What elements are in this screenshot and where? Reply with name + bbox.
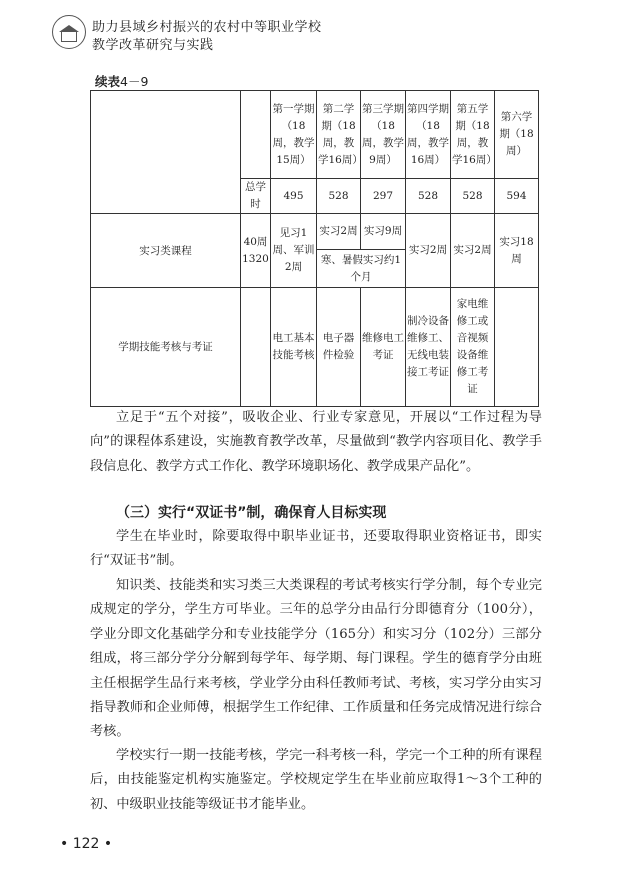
semester-header-1: 第一学期（18周，教学15周） (271, 91, 317, 179)
semester-header-3: 第三学期（18周，教学9周） (361, 91, 406, 179)
semester-header-5: 第五学期（18周，教学16周） (451, 91, 495, 179)
cert-label: 学期技能考核与考证 (91, 288, 241, 407)
practice-s3: 实习9周 (361, 214, 406, 250)
total-hours-s6: 594 (495, 179, 539, 214)
table-row-semesters (91, 91, 539, 179)
table-caption-number: 4－9 (120, 74, 149, 89)
running-header-line1: 助力县域乡村振兴的农村中等职业学校 (92, 20, 322, 35)
cert-s2: 电子器件检验 (317, 288, 361, 407)
cert-s5: 家电维修工或音视频设备维修工考证 (451, 288, 495, 407)
total-hours-label: 总学时 (241, 179, 271, 214)
paragraph-4: 学校实行一期一技能考核，学完一科考核一科，学完一个工种的所有课程后，由技能鉴定机构实施鉴定。学校规定学生在毕业前应取得1～3个工种的初、中级职业技能等级证书才能毕业。 (90, 748, 542, 812)
school-logo (52, 15, 86, 49)
paragraph-3: 知识类、技能类和实习类三大类课程的考试考核实行学分制，每个专业完成规定的学分，学生方可毕业。三年的总学分由品行分即德育分（100分），学业分即文化基础学分和专业技能学分（165分）和实习分（102分）三部分组成，将三部分学分分解到每学年、每学期、每门课程。学生的德育学分由班主任根据学生品行来考核，学业学分由科任教师考试、考核，实习学分由实习指导教师和企业师傅，根据学生工作纪律、工作质量和任务完成情况进行综合考核。 (90, 578, 542, 740)
total-hours-s5: 528 (451, 179, 495, 214)
section-title: （三）实行“双证书”制，确保育人目标实现 (116, 505, 387, 521)
practice-hours: 40周1320 (241, 214, 271, 288)
practice-s4: 实习2周 (406, 214, 451, 288)
practice-s5: 实习2周 (451, 214, 495, 288)
table-row-cert (91, 288, 539, 407)
practice-s2: 实习2周 (317, 214, 361, 250)
table-corner-cell (91, 91, 241, 214)
cert-s1: 电工基本技能考核 (271, 288, 317, 407)
semester-header-4: 第四学期（18周，教学16周） (406, 91, 451, 179)
running-header-line2: 教学改革研究与实践 (92, 38, 214, 53)
paragraph-1: 立足于“五个对接”，吸收企业、行业专家意见，开展以“工作过程为导向”的课程体系建设，实施教育教学改革，尽量做到“教学内容项目化、教学手段信息化、教学方式工作化、教学环境职场化、教学成果产品化”。 (90, 410, 542, 474)
semester-header-6: 第六学期（18周） (495, 91, 539, 179)
page-number: • 122 • (60, 836, 113, 852)
total-hours-s3: 297 (361, 179, 406, 214)
curriculum-table (90, 90, 539, 407)
practice-s6: 实习18周 (495, 214, 539, 288)
semester-header-2: 第二学期（18周，教学16周） (317, 91, 361, 179)
total-hours-s1: 495 (271, 179, 317, 214)
table-caption (95, 72, 148, 90)
table-cell-blank (241, 91, 271, 179)
table-row-practice (91, 214, 539, 250)
cert-s6 (495, 288, 539, 407)
cert-s4: 制冷设备维修工、无线电装接工考证 (406, 288, 451, 407)
paragraph-2: 学生在毕业时，除要取得中职毕业证书，还要取得职业资格证书，即实行“双证书”制。 (90, 529, 542, 569)
practice-holiday: 寒、暑假实习约1个月 (317, 250, 406, 288)
cert-s3: 维修电工考证 (361, 288, 406, 407)
practice-course-label: 实习类课程 (91, 214, 241, 288)
cert-blank (241, 288, 271, 407)
practice-s1: 见习1周、军训2周 (271, 214, 317, 288)
table-caption-label: 续表 (95, 74, 121, 89)
total-hours-s2: 528 (317, 179, 361, 214)
total-hours-s4: 528 (406, 179, 451, 214)
